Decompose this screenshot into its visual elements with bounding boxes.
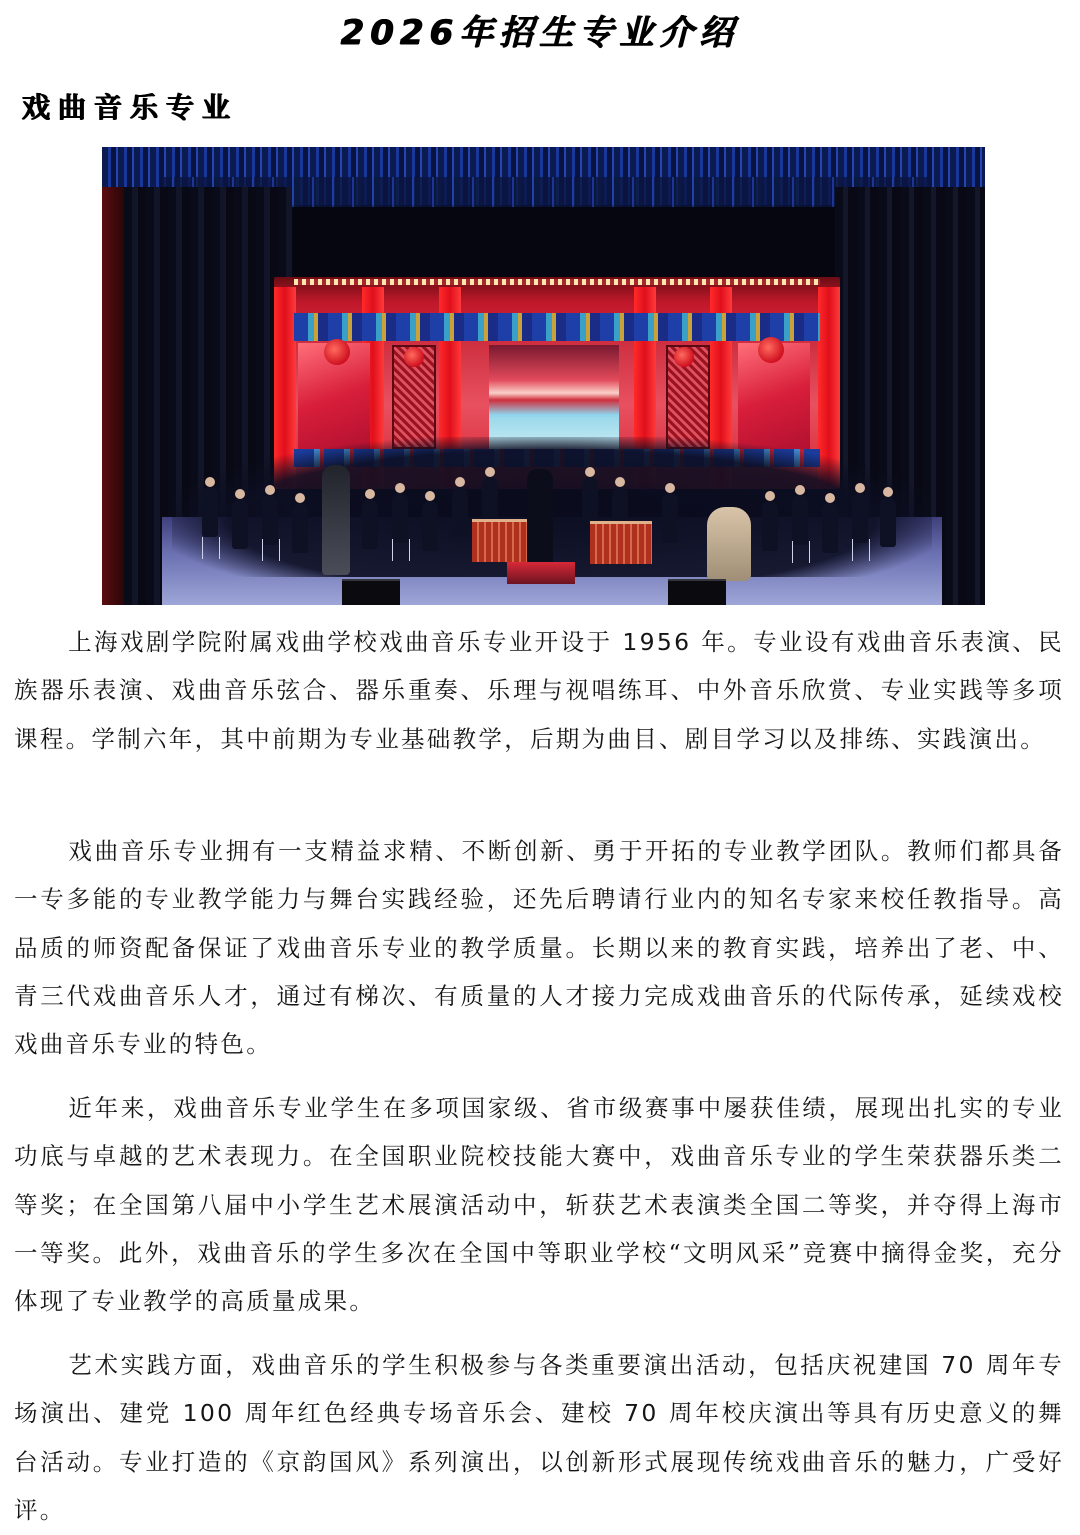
chair [392, 539, 410, 561]
paragraph-text: 艺术实践方面，戏曲音乐的学生积极参与各类重要演出活动，包括庆祝建国 [68, 1351, 942, 1379]
paragraph-text: 戏曲音乐专业拥有一支精益求精、不断创新、勇于开拓的专业教学团队。教师们都具备一专多能的专业教学能力与舞台实践经验，还先后聘请行业内的知名专家来校任教指导。高品质的师资配备保证了戏曲音乐专业的教学质量。长期以来的教育实践，培养出了老、中、青三代戏曲音乐人才，通过有梯次、有质量的人才接力完成戏曲音乐的代际传承，延续戏校戏曲音乐专业的特色。 [14, 837, 1064, 1059]
paragraph-performances [14, 1341, 1064, 1534]
musician [232, 499, 248, 549]
musician [582, 477, 598, 527]
paragraph-text: 周年专场演出、建党 [14, 1351, 1065, 1428]
lantern-icon [404, 347, 424, 367]
musician [262, 495, 278, 545]
stage-monitor-speaker [342, 579, 400, 605]
musician [662, 493, 678, 543]
orchestra-performance-photo [102, 147, 985, 605]
anniversary-number: 70 [624, 1399, 659, 1428]
paragraph-awards [14, 1084, 1064, 1325]
founding-year: 1956 [622, 628, 692, 656]
paragraph-text: 周年校庆演出等具有历史意义的舞台活动。专业打造的《京韵国风》系列演出，以创新形式展现传统戏曲音乐的魅力，广受好评。 [14, 1399, 1064, 1524]
musician [762, 501, 778, 551]
chair [262, 539, 280, 561]
chair [202, 537, 220, 559]
lantern-icon [674, 347, 694, 367]
document-title: 2026年招生专业介绍 [340, 13, 740, 53]
paragraph-intro [14, 618, 1064, 763]
musician [822, 503, 838, 553]
musician [452, 487, 468, 537]
curtain-left-red-edge [102, 187, 124, 605]
conductor-podium [507, 562, 575, 584]
musician [880, 497, 896, 547]
musician [792, 495, 808, 545]
chair [792, 541, 810, 563]
lantern-icon [758, 337, 784, 363]
musician [362, 499, 378, 549]
musician [422, 501, 438, 551]
anniversary-number: 100 [182, 1399, 235, 1428]
paragraph-faculty [14, 827, 1064, 1068]
yangqin-dulcimer [590, 521, 652, 564]
screen-light-strip [294, 279, 820, 285]
musician [392, 493, 408, 543]
musician [292, 503, 308, 553]
paragraph-text: 年。专业设有戏曲音乐表演、民族器乐表演、戏曲音乐弦合、器乐重奏、乐理与视唱练耳、中外音乐欣赏、专业实践等多项课程。学制六年，其中前期为专业基础教学，后期为曲目、剧目学习以及排练、实践演出。 [14, 628, 1064, 753]
conductor [527, 469, 553, 563]
paragraph-text: 近年来，戏曲音乐专业学生在多项国家级、省市级赛事中屡获佳绩，展现出扎实的专业功底与卓越的艺术表现力。在全国职业院校技能大赛中，戏曲音乐专业的学生荣获器乐类二等奖；在全国第八届中小学生艺术展演活动中，斩获艺术表演类全国二等奖，并夺得上海市一等奖。此外，戏曲音乐的学生多次在全国中等职业学校“文明风采”竞赛中摘得金奖，充分体现了专业教学的高质量成果。 [14, 1094, 1064, 1316]
flute-soloist [322, 465, 350, 575]
painted-beam [294, 313, 820, 341]
paragraph-text: 周年红色经典专场音乐会、建校 [234, 1399, 625, 1428]
anniversary-number: 70 [941, 1351, 976, 1379]
paragraph-text: 上海戏剧学院附属戏曲学校戏曲音乐专业开设于 [68, 628, 623, 656]
chair [852, 539, 870, 561]
musician [202, 487, 218, 537]
pipa-soloist [707, 507, 751, 581]
musician [852, 493, 868, 543]
lantern-icon [324, 339, 350, 365]
yangqin-dulcimer [472, 519, 534, 562]
section-heading: 戏曲音乐专业 [22, 91, 239, 124]
stage-monitor-speaker [668, 579, 726, 605]
